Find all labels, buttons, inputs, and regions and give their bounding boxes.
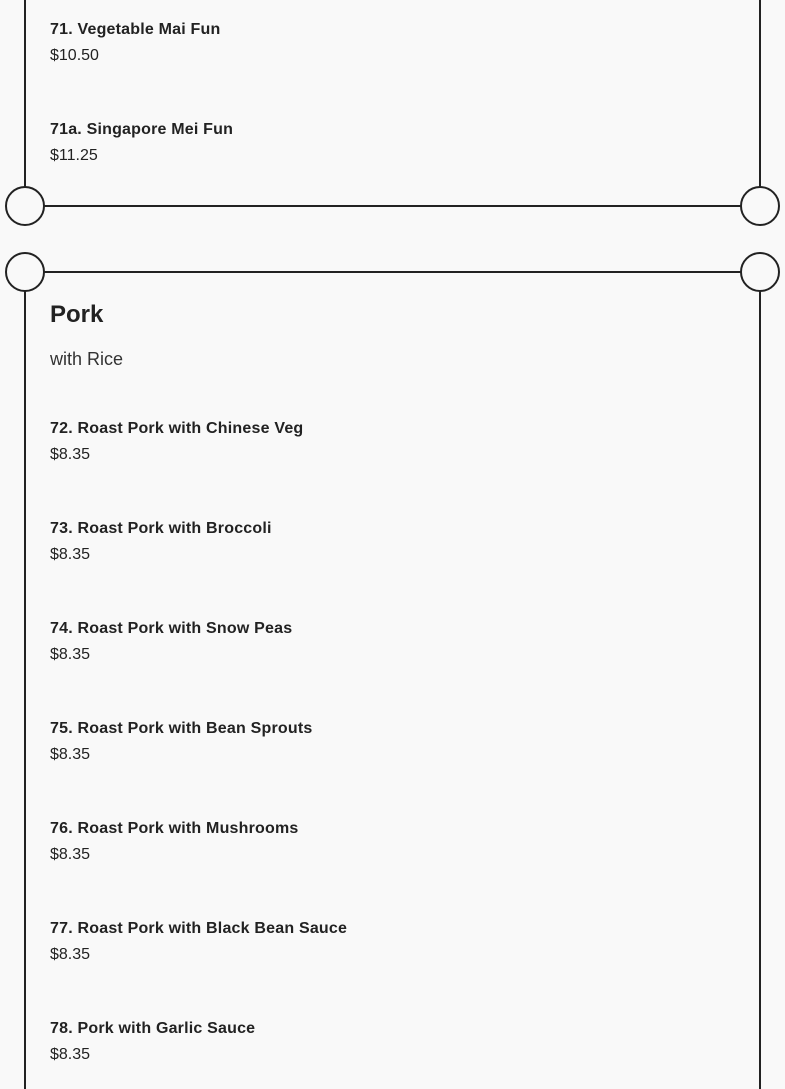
section-title: Pork — [50, 301, 104, 328]
menu-item-name: 72. Roast Pork with Chinese Veg — [50, 420, 304, 437]
menu-item-price: $8.35 — [50, 446, 91, 463]
menu-item-name: 77. Roast Pork with Black Bean Sauce — [50, 920, 348, 937]
menu-item-name: 73. Roast Pork with Broccoli — [50, 520, 272, 537]
menu-item-price: $8.35 — [50, 846, 91, 863]
card-corner-notch — [740, 186, 780, 226]
menu-section-card-pork — [24, 271, 761, 1089]
menu-item[interactable] — [50, 120, 233, 166]
menu-item[interactable] — [50, 719, 312, 765]
menu-item-name: 74. Roast Pork with Snow Peas — [50, 620, 293, 637]
menu-item[interactable] — [50, 819, 299, 865]
menu-item[interactable] — [50, 419, 303, 465]
card-corner-notch — [5, 186, 45, 226]
menu-item-price: $8.35 — [50, 646, 91, 663]
menu-item-price: $10.50 — [50, 47, 99, 64]
card-corner-notch — [5, 252, 45, 292]
menu-item-name: 71a. Singapore Mei Fun — [50, 121, 234, 138]
menu-item[interactable] — [50, 919, 347, 965]
menu-item-price: $8.35 — [50, 1046, 91, 1063]
card-corner-notch — [740, 252, 780, 292]
menu-item-name: 71. Vegetable Mai Fun — [50, 21, 221, 38]
menu-item[interactable] — [50, 20, 220, 66]
menu-item-price: $8.35 — [50, 546, 91, 563]
menu-item-price: $8.35 — [50, 946, 91, 963]
section-subtitle: with Rice — [50, 349, 124, 369]
menu-item-name: 75. Roast Pork with Bean Sprouts — [50, 720, 313, 737]
menu-item[interactable] — [50, 619, 292, 665]
menu-item[interactable] — [50, 519, 272, 565]
menu-item-name: 78. Pork with Garlic Sauce — [50, 1020, 256, 1037]
menu-item-price: $8.35 — [50, 746, 91, 763]
menu-item[interactable] — [50, 1019, 255, 1065]
menu-item-name: 76. Roast Pork with Mushrooms — [50, 820, 299, 837]
menu-item-price: $11.25 — [50, 147, 98, 164]
